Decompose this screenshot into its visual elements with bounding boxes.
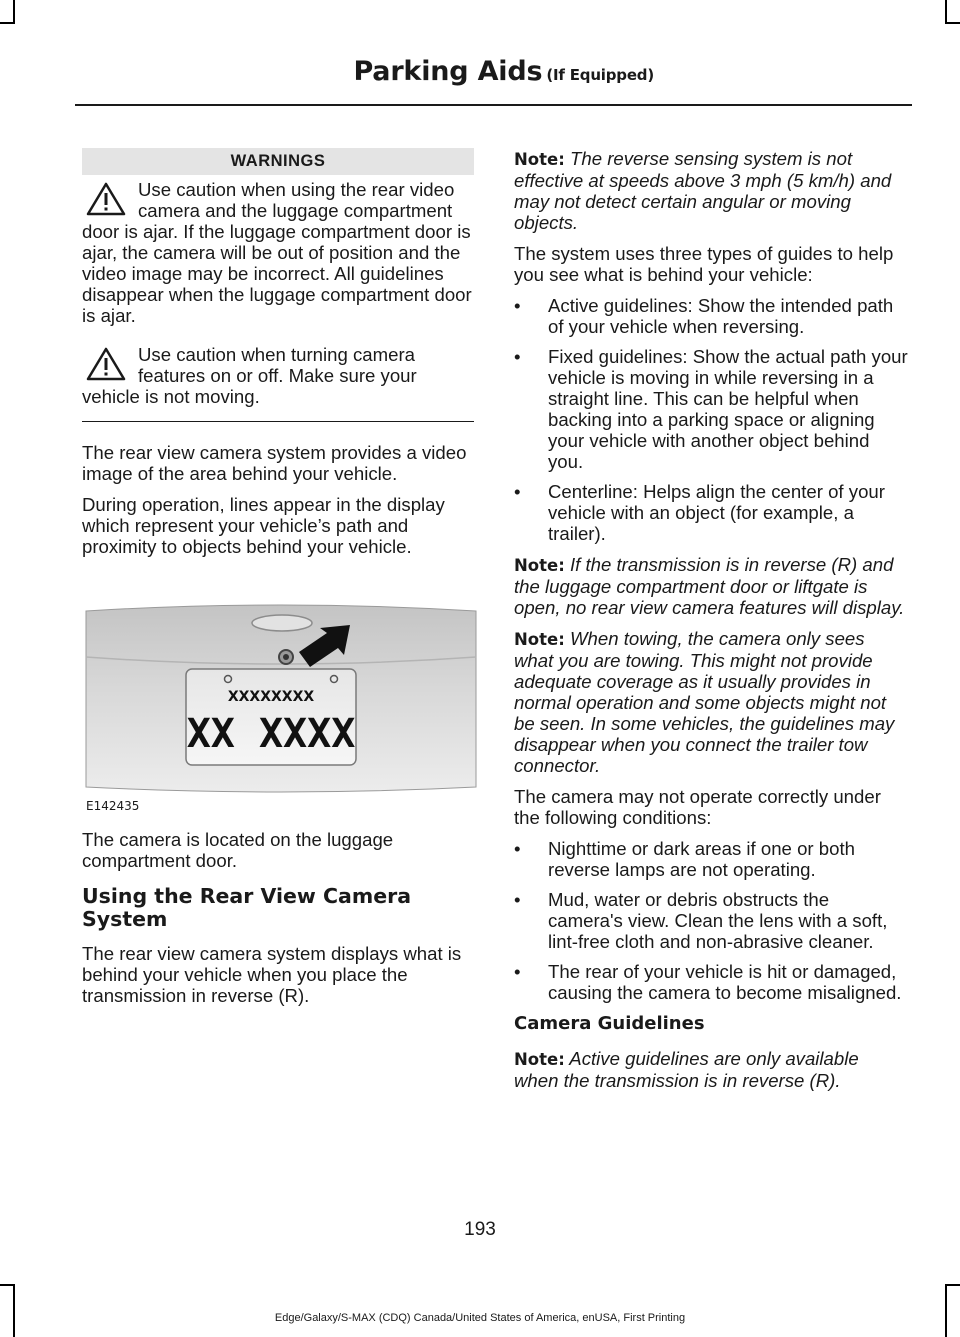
note-label: Note: xyxy=(514,630,565,649)
header-subtitle: (If Equipped) xyxy=(546,66,654,84)
warning-triangle-icon xyxy=(86,182,126,216)
note-text: If the transmission is in reverse (R) and the luggage compartment door or liftgate is open, no rear view camera features will display. xyxy=(514,554,905,618)
page-header xyxy=(353,56,654,87)
crop-mark xyxy=(13,1284,15,1337)
list-item-text: Nighttime or dark areas if one or both reverse lamps are not operating. xyxy=(548,838,855,880)
crop-mark xyxy=(0,1284,15,1286)
bullet: • xyxy=(514,838,521,859)
list-item-text: Fixed guidelines: Show the actual path your vehicle is moving in while reversing in a straight line. This can be helpful when backing into a parking space or aligning your vehicle with another object behind you. xyxy=(548,346,908,472)
list-item-text: Centerline: Helps align the center of your vehicle with an object (for example, a trailer). xyxy=(548,481,885,544)
list-item xyxy=(514,838,908,880)
paragraph: The camera may not operate correctly under the following conditions: xyxy=(514,786,881,828)
figure-label: E142435 xyxy=(86,799,140,813)
section-heading: Camera Guidelines xyxy=(514,1013,705,1034)
crop-mark xyxy=(945,0,947,22)
list-item-text: Mud, water or debris obstructs the camera's view. Clean the lens with a soft, lint-free cloth and non-abrasive cleaner. xyxy=(548,889,888,952)
bullet: • xyxy=(514,889,521,910)
paragraph: The camera is located on the luggage compartment door. xyxy=(82,829,394,871)
note-text: The reverse sensing system is not effective at speeds above 3 mph (5 km/h) and may not detect certain angular or moving objects. xyxy=(514,148,892,233)
page-number: 193 xyxy=(464,1219,496,1240)
paragraph: The system uses three types of guides to help you see what is behind your vehicle: xyxy=(514,243,894,285)
list-item-text: The rear of your vehicle is hit or damaged, causing the camera to become misaligned. xyxy=(548,961,902,1003)
header-title: Parking Aids xyxy=(353,56,543,87)
bullet: • xyxy=(514,961,521,982)
note xyxy=(514,554,908,618)
bullet: • xyxy=(514,481,521,502)
crop-mark xyxy=(945,22,960,24)
warning-text: Use caution when turning camera features on or off. Make sure your vehicle is not moving. xyxy=(82,344,417,407)
paragraph: The rear view camera system displays what is behind your vehicle when you place the transmission in reverse (R). xyxy=(82,943,462,1006)
list-item xyxy=(514,295,908,337)
list-item xyxy=(514,961,908,1003)
list-item xyxy=(514,346,908,472)
camera-location-illustration xyxy=(82,597,478,797)
header-rule xyxy=(75,104,912,106)
note xyxy=(514,148,908,233)
crop-mark xyxy=(13,0,15,22)
paragraph: The rear view camera system provides a video image of the area behind your vehicle. xyxy=(82,442,467,484)
warnings-heading: WARNINGS xyxy=(82,148,474,175)
warning-item xyxy=(82,179,474,326)
crop-mark xyxy=(0,22,15,24)
paragraph: During operation, lines appear in the display which represent your vehicle’s path and proximity to objects behind your vehicle. xyxy=(82,494,445,557)
crop-mark xyxy=(945,1284,960,1286)
warning-text: Use caution when using the rear video camera and the luggage compartment door is ajar. If the luggage compartment door is ajar, the camera will be out of position and the video image may be incorrect. All guidelines disappear when the luggage compartment door is ajar. xyxy=(82,179,472,326)
warning-item xyxy=(82,344,474,407)
bullet: • xyxy=(514,295,521,316)
plate-top-text: XXXXXXXX xyxy=(227,689,315,705)
warnings-rule xyxy=(82,421,474,422)
note-text: When towing, the camera only sees what you are towing. This might not provide adequate coverage as it usually provides in normal operation and some objects might not be seen. In some vehicles, the guidelines may disappear when you connect the trailer tow connector. xyxy=(514,628,895,776)
list-item-text: Active guidelines: Show the intended path of your vehicle when reversing. xyxy=(548,295,894,337)
list-item xyxy=(514,889,908,952)
left-column xyxy=(82,148,474,1016)
list-item xyxy=(514,481,908,544)
crop-mark xyxy=(945,1284,947,1337)
note xyxy=(514,1048,908,1091)
footer-text: Edge/Galaxy/S-MAX (CDQ) Canada/United States of America, enUSA, First Printing xyxy=(274,1312,686,1324)
note-label: Note: xyxy=(514,150,565,169)
section-heading: Using the Rear View Camera System xyxy=(82,884,412,931)
note-label: Note: xyxy=(514,1050,565,1069)
note-label: Note: xyxy=(514,556,565,575)
plate-main-text: XX XXXX xyxy=(186,711,356,757)
bullet: • xyxy=(514,346,521,367)
warning-triangle-icon xyxy=(86,347,126,381)
note-text: Active guidelines are only available when the transmission is in reverse (R). xyxy=(514,1048,859,1091)
note xyxy=(514,628,908,776)
right-column xyxy=(514,148,908,1101)
conditions-list xyxy=(514,838,908,1003)
guides-list xyxy=(514,295,908,544)
camera-location-figure xyxy=(82,597,478,813)
